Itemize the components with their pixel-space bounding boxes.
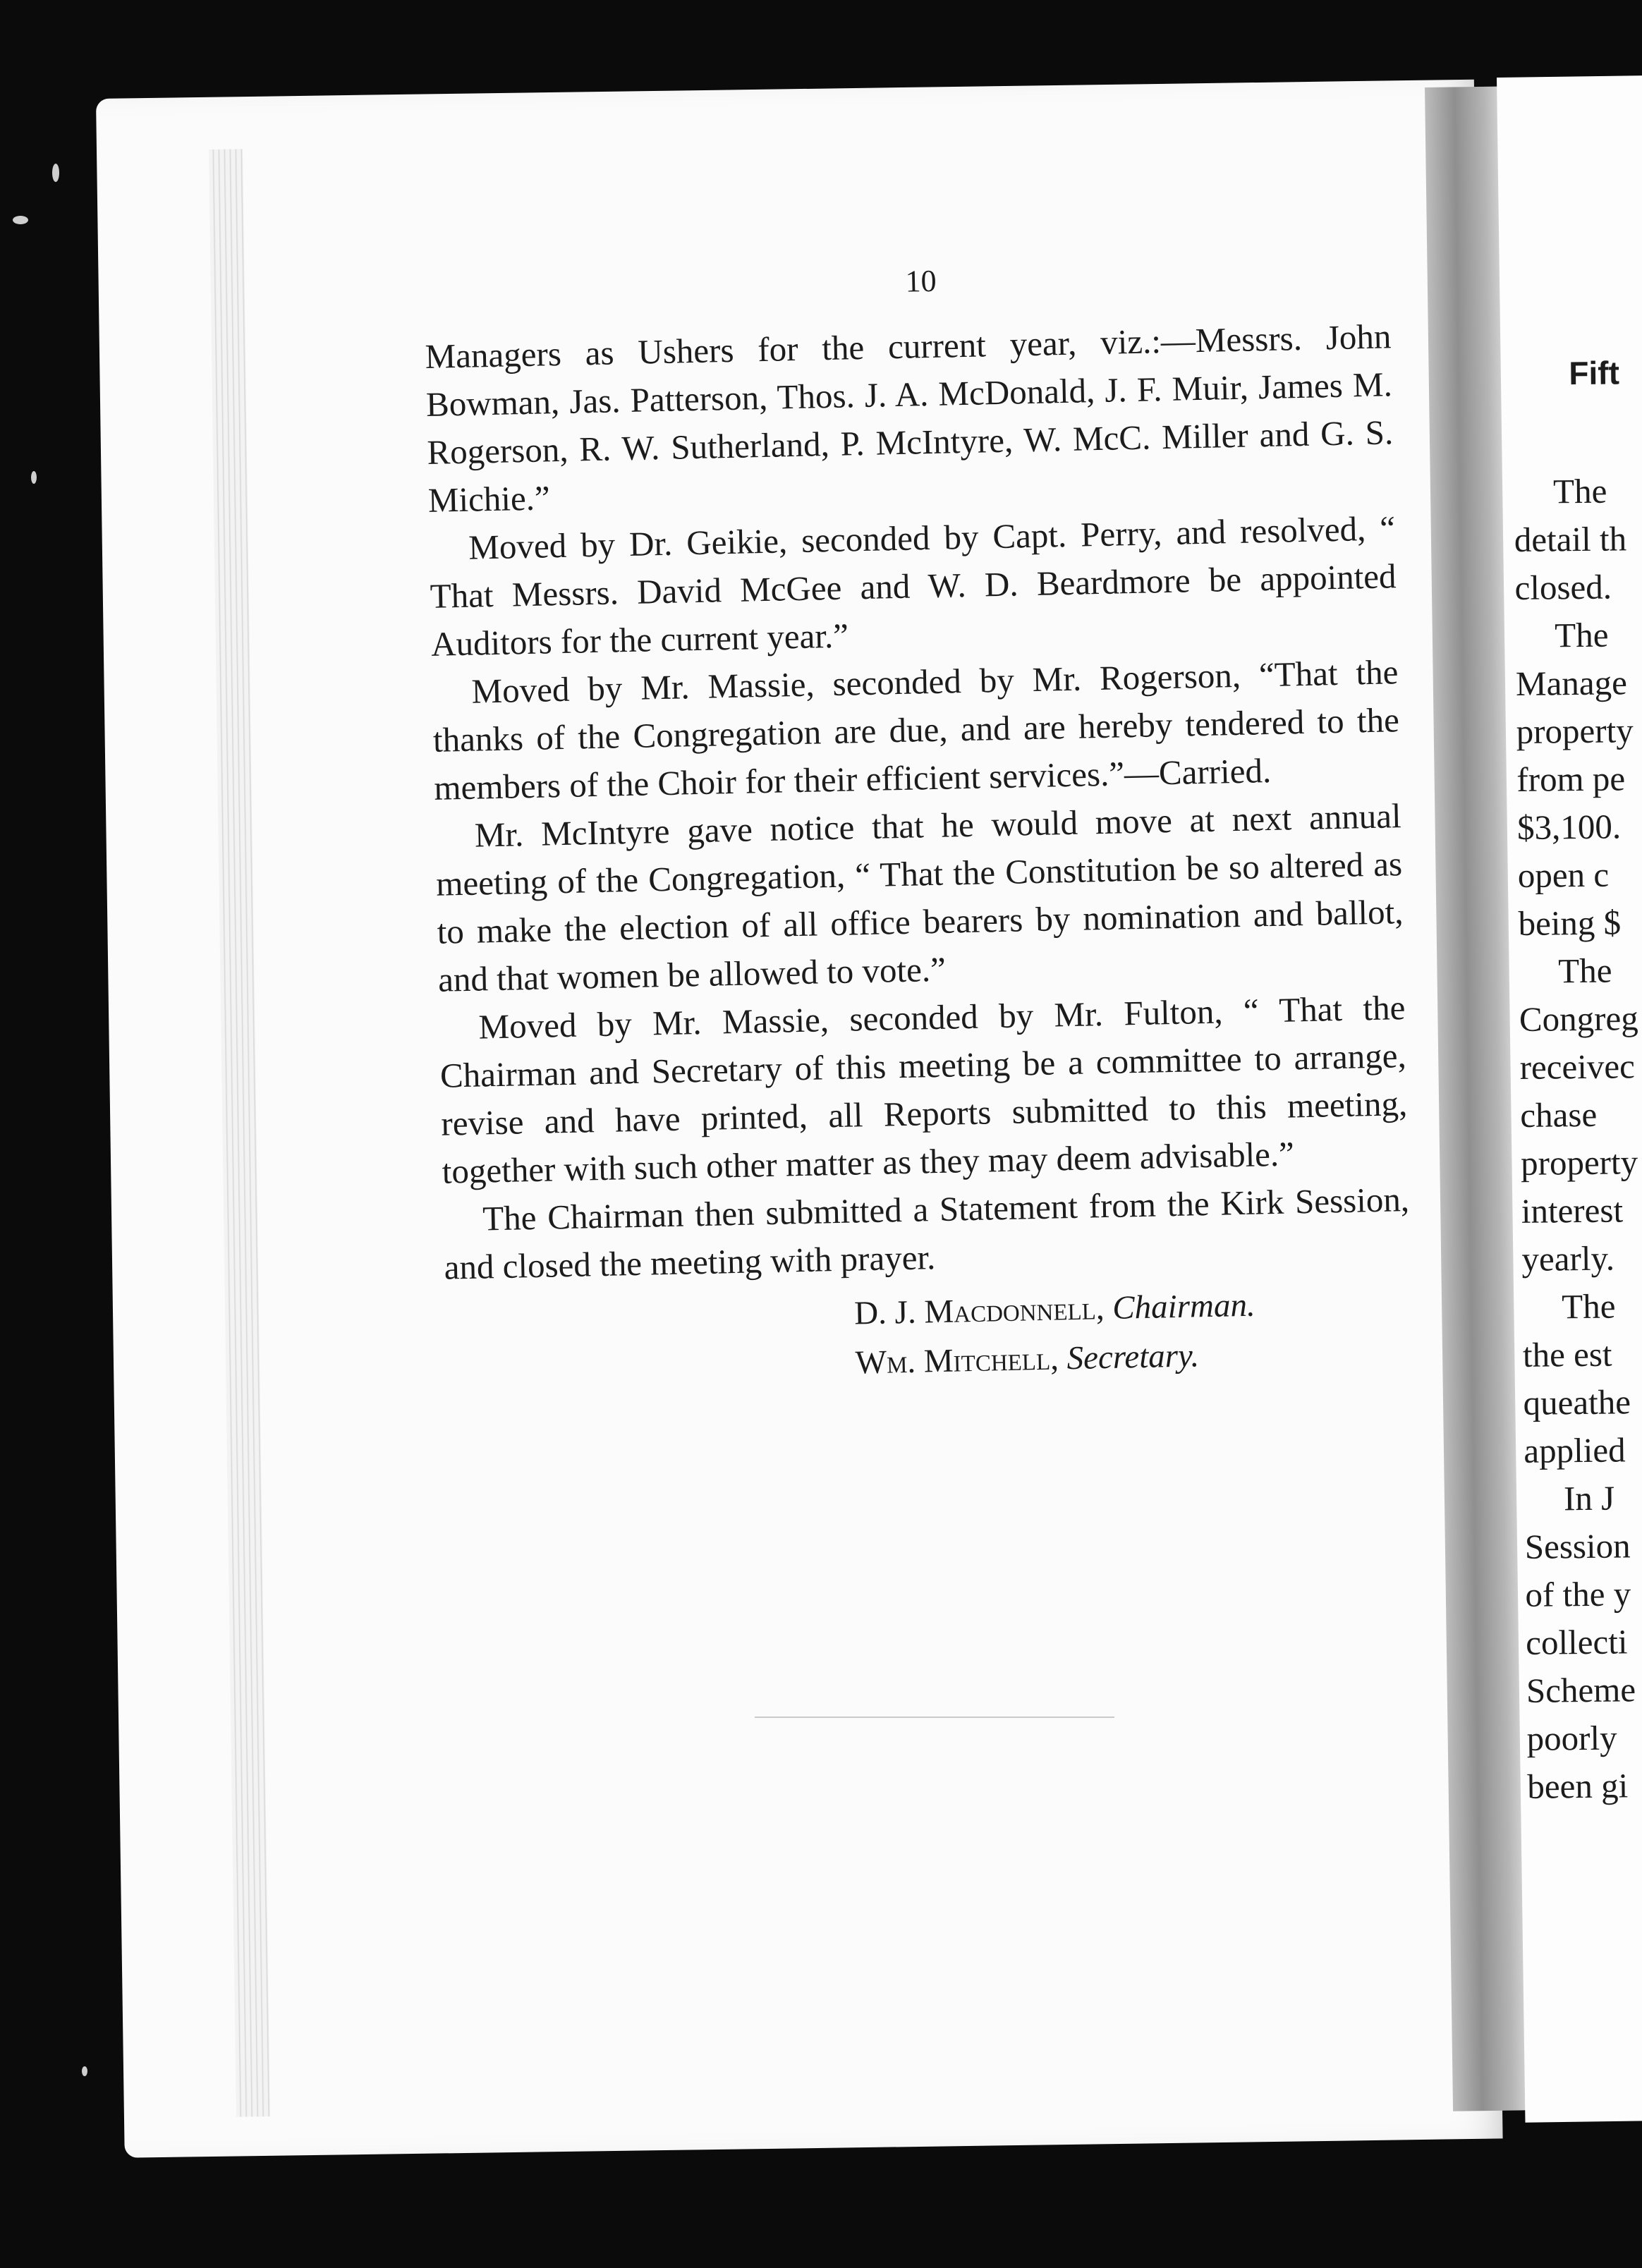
- paragraph-reports-committee: Moved by Mr. Massie, seconded by Mr. Fulton, “ That the Chairman and Secretary of this meeting be a committee to arrange, revise and have printed, all Reports submitted to this meeting, together with such other matter as they may deem advisable.”: [439, 988, 1408, 1191]
- right-page-line: of the y: [1525, 1574, 1631, 1614]
- right-page-line: collecti: [1525, 1622, 1628, 1662]
- right-page-line: open c: [1517, 855, 1610, 895]
- right-page-line: $3,100.: [1516, 807, 1622, 847]
- right-page-line: Congreg: [1519, 999, 1638, 1039]
- right-page-line: queathe: [1523, 1382, 1631, 1422]
- right-page-line: property: [1520, 1142, 1638, 1183]
- right-page-line: Manage: [1515, 663, 1628, 703]
- dust-speck: [82, 2066, 87, 2076]
- right-page-text: [1512, 348, 1642, 1810]
- chairman-title: Chairman.: [1112, 1286, 1256, 1327]
- right-page-line: been gi: [1527, 1766, 1629, 1806]
- right-page-line: interest: [1521, 1190, 1624, 1231]
- left-page-text: [423, 248, 1413, 1396]
- right-page-line: The: [1552, 471, 1607, 511]
- right-page-line: being $: [1518, 903, 1622, 943]
- right-page-line: detail th: [1514, 519, 1627, 559]
- right-page-line: the est: [1522, 1334, 1612, 1374]
- secretary-name: Wm. Mitchell,: [855, 1340, 1059, 1382]
- right-page-line: from pe: [1516, 759, 1626, 799]
- paragraph-closing: The Chairman then submitted a Statement from the Kirk Session, and closed the meeting with prayer.: [444, 1180, 1410, 1287]
- paragraph-choir-thanks: Moved by Mr. Massie, seconded by Mr. Rogerson, “That the thanks of the Congregation are due, and are hereby tendered to the members of the Choir for their efficient services.”—Carried.: [432, 652, 1400, 807]
- dust-speck: [52, 164, 59, 182]
- right-page-heading: Fift: [1569, 354, 1620, 392]
- right-page-line: chase: [1520, 1095, 1598, 1135]
- paragraph-auditors: Moved by Dr. Geikie, seconded by Capt. Perry, and resolved, “ That Messrs. David McGee and W. D. Beardmore be appointed Auditors for the current year.”: [430, 508, 1397, 664]
- chairman-name: D. J. Macdonnell,: [853, 1290, 1105, 1332]
- page-number: 10: [905, 263, 937, 299]
- right-page-line: The: [1557, 951, 1612, 991]
- secretary-title: Secretary.: [1066, 1337, 1200, 1377]
- right-page-line: The: [1554, 615, 1609, 655]
- right-page-line: Scheme: [1526, 1670, 1636, 1710]
- right-page-line: closed.: [1514, 567, 1612, 607]
- dust-speck: [13, 216, 28, 224]
- right-page-line: In J: [1563, 1478, 1615, 1518]
- dust-speck: [31, 471, 37, 484]
- right-page-line: poorly: [1526, 1718, 1617, 1758]
- paragraph-constitution-notice: Mr. McIntyre gave notice that he would move at next annual meeting of the Congregation, “ That the Constitution be so altered as to make the election of all office bearers by nomination and ballot, and that women be allowed to vote.”: [435, 796, 1404, 999]
- closing-rule: [755, 1717, 1114, 1718]
- right-page-line: yearly.: [1521, 1238, 1615, 1279]
- right-page-line: Session: [1524, 1526, 1631, 1566]
- paragraph-ushers: Managers as Ushers for the current year, viz.:—Messrs. John Bowman, Jas. Patterson, Thos. J. A. McDonald, J. F. Muir, James M. Rogerson, R. W. Sutherland, P. McIntyre, W. McC. Miller and G. S. Michie.”: [425, 317, 1394, 520]
- right-page-line: applied: [1524, 1430, 1626, 1470]
- right-page-line: receivec: [1519, 1047, 1636, 1087]
- right-page-line: property: [1516, 711, 1634, 751]
- right-page-lines: [1514, 466, 1642, 1810]
- right-page-line: The: [1561, 1286, 1616, 1327]
- signature-block: [853, 1277, 1413, 1388]
